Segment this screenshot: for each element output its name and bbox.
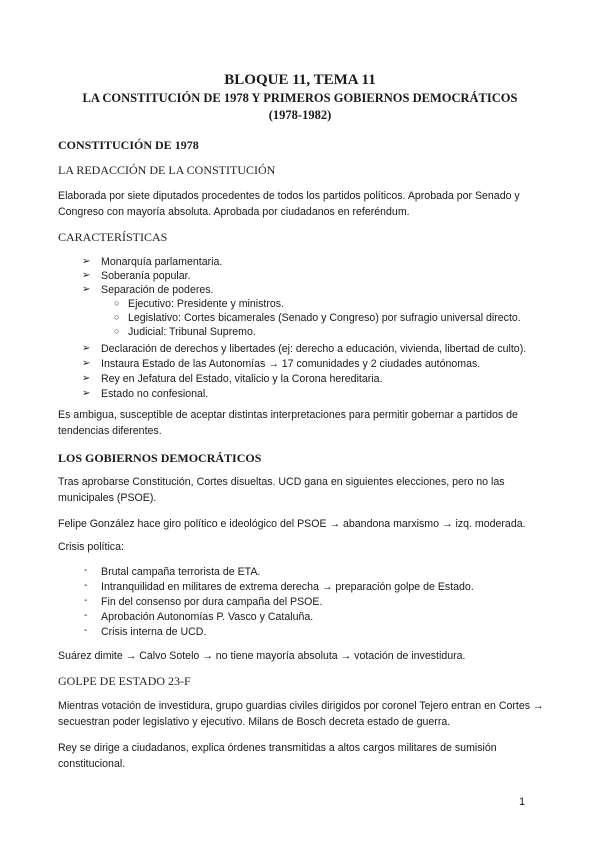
arrow-bullet-icon: ➢ — [82, 256, 91, 267]
dash-bullet-icon: - — [84, 595, 88, 606]
dash-bullet-icon: - — [84, 625, 88, 636]
paragraph-investidura: Mientras votación de investidura, grupo guardias civiles dirigidos por coronel Tejero entran en Cortes → secuestran poder legislativo y ejecutivo. Milans de Bosch decreta estado de guerra. — [58, 700, 544, 728]
sub-list-item: Judicial: Tribunal Supremo. — [128, 326, 256, 338]
list-item: Intranquilidad en militares de extrema derecha → preparación golpe de Estado. — [101, 581, 474, 593]
paragraph-suarez: Suárez dimite → Calvo Sotelo → no tiene mayoría absoluta → votación de investidura. — [58, 650, 466, 662]
list-item: Instaura Estado de las Autonomías → 17 comunidades y 2 ciudades autónomas. — [101, 358, 481, 370]
list-item: Brutal campaña terrorista de ETA. — [101, 566, 261, 578]
list-item: Fin del consenso por dura campaña del PSOE. — [101, 596, 323, 608]
list-item: Rey en Jefatura del Estado, vitalicio y la Corona hereditaria. — [101, 373, 383, 385]
sub-list-item: Ejecutivo: Presidente y ministros. — [128, 298, 285, 310]
circle-bullet-icon: ○ — [114, 298, 120, 308]
arrow-bullet-icon: ➢ — [82, 388, 91, 399]
document-title — [0, 70, 600, 124]
paragraph-rey: Rey se dirige a ciudadanos, explica órdenes transmitidas a altos cargos militares de sumisión constitucional. — [58, 742, 497, 770]
dash-bullet-icon: - — [84, 610, 88, 621]
arrow-bullet-icon: ➢ — [82, 358, 91, 369]
paragraph-crisis: Crisis política: — [58, 541, 124, 553]
sub-list-item: Legislativo: Cortes bicamerales (Senado y Congreso) por sufragio universal directo. — [128, 312, 521, 324]
paragraph-tras-aprobarse: Tras aprobarse Constitución, Cortes disueltas. UCD gana en siguientes elecciones, pero no las municipales (PSOE). — [58, 476, 505, 504]
paragraph-ambigua: Es ambigua, susceptible de aceptar distintas interpretaciones para permitir gobernar a partidos de tendencias diferentes. — [58, 409, 518, 437]
circle-bullet-icon: ○ — [114, 312, 120, 322]
arrow-bullet-icon: ➢ — [82, 373, 91, 384]
page-number: 1 — [519, 796, 526, 808]
dash-bullet-icon: - — [84, 580, 88, 591]
list-item: Crisis interna de UCD. — [101, 626, 207, 638]
subheading-redaccion: LA REDACCIÓN DE LA CONSTITUCIÓN — [58, 163, 276, 177]
list-item: Declaración de derechos y libertades (ej: derecho a educación, vivienda, libertad de culto). — [101, 343, 527, 355]
list-item: Soberanía popular. — [101, 270, 191, 282]
list-item: Aprobación Autonomías P. Vasco y Cataluña. — [101, 611, 314, 623]
heading-constitucion: CONSTITUCIÓN DE 1978 — [58, 138, 199, 152]
arrow-bullet-icon: ➢ — [82, 270, 91, 281]
heading-gobiernos: LOS GOBIERNOS DEMOCRÁTICOS — [58, 451, 262, 465]
heading-golpe: GOLPE DE ESTADO 23-F — [58, 674, 191, 688]
arrow-bullet-icon: ➢ — [82, 343, 91, 354]
paragraph-redaccion: Elaborada por siete diputados procedentes de todos los partidos políticos. Aprobada por Senado y Congreso con mayoría absoluta. Aprobada por ciudadanos en referéndum. — [58, 190, 520, 218]
paragraph-felipe: Felipe González hace giro político e ideológico del PSOE → abandona marxismo → izq. moderada. — [58, 518, 526, 530]
title-line-2: LA CONSTITUCIÓN DE 1978 Y PRIMEROS GOBIERNOS DEMOCRÁTICOS — [82, 91, 518, 105]
circle-bullet-icon: ○ — [114, 326, 120, 336]
title-line-1: BLOQUE 11, TEMA 11 — [224, 72, 376, 88]
list-item: Estado no confesional. — [101, 388, 209, 400]
subheading-caracteristicas: CARACTERÍSTICAS — [58, 230, 168, 244]
list-item: Separación de poderes. — [101, 284, 214, 296]
list-item: Monarquía parlamentaria. — [101, 256, 223, 268]
arrow-bullet-icon: ➢ — [82, 284, 91, 295]
dash-bullet-icon: - — [84, 565, 88, 576]
title-line-3: (1978-1982) — [268, 108, 332, 122]
